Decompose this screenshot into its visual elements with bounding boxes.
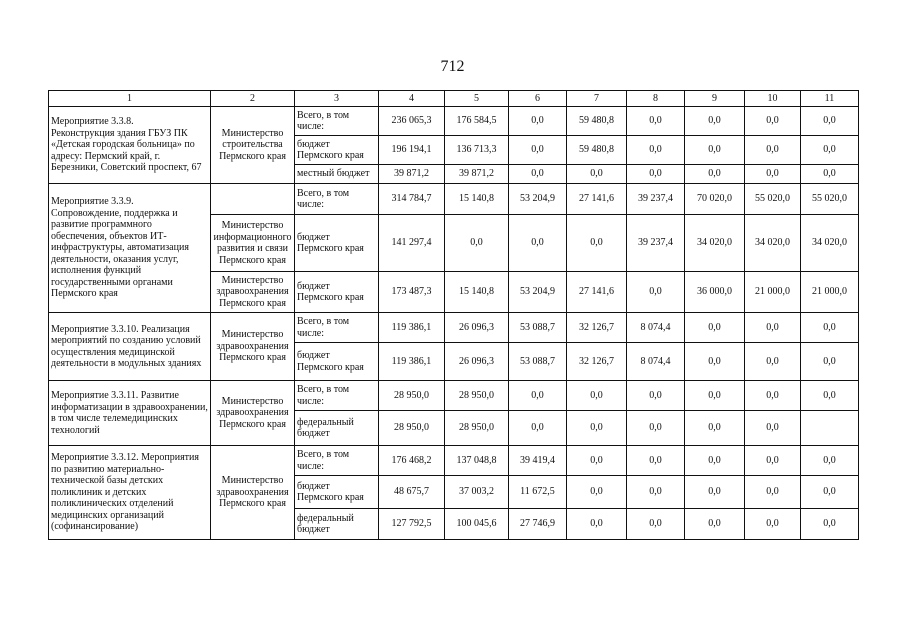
- column-header: 5: [445, 91, 509, 107]
- amount-cell: 28 950,0: [445, 381, 509, 411]
- amount-cell: 100 045,6: [445, 509, 509, 540]
- table-row: [49, 446, 859, 476]
- amount-cell: 0,0: [509, 107, 567, 136]
- amount-cell: 39 419,4: [509, 446, 567, 476]
- amount-cell: 136 713,3: [445, 136, 509, 165]
- amount-cell: 28 950,0: [379, 411, 445, 446]
- amount-cell: 0,0: [685, 107, 745, 136]
- amount-cell: 236 065,3: [379, 107, 445, 136]
- amount-cell: 0,0: [509, 136, 567, 165]
- measure-title-cell: Мероприятие 3.3.12. Мероприятия по развитию материально-технической базы детских поликлиник и детских поликлинических отделений медицинских организаций (софинансирование): [49, 446, 211, 540]
- column-header: 4: [379, 91, 445, 107]
- funding-source-cell: Всего, в том числе:: [295, 313, 379, 343]
- amount-cell: [801, 411, 859, 446]
- amount-cell: 27 141,6: [567, 272, 627, 313]
- column-header: 9: [685, 91, 745, 107]
- amount-cell: 0,0: [745, 446, 801, 476]
- amount-cell: 0,0: [801, 107, 859, 136]
- amount-cell: 0,0: [509, 381, 567, 411]
- amount-cell: 0,0: [567, 509, 627, 540]
- amount-cell: 0,0: [685, 509, 745, 540]
- amount-cell: 0,0: [745, 313, 801, 343]
- amount-cell: 0,0: [801, 136, 859, 165]
- amount-cell: 59 480,8: [567, 107, 627, 136]
- amount-cell: 141 297,4: [379, 215, 445, 272]
- header-row: [49, 91, 859, 107]
- amount-cell: 32 126,7: [567, 313, 627, 343]
- funding-source-cell: Всего, в том числе:: [295, 107, 379, 136]
- amount-cell: 39 871,2: [379, 165, 445, 184]
- executor-cell: [211, 184, 295, 215]
- amount-cell: 27 746,9: [509, 509, 567, 540]
- amount-cell: 0,0: [745, 343, 801, 381]
- funding-source-cell: бюджет Пермского края: [295, 136, 379, 165]
- amount-cell: 36 000,0: [685, 272, 745, 313]
- amount-cell: 37 003,2: [445, 476, 509, 509]
- amount-cell: 0,0: [801, 165, 859, 184]
- column-header: 11: [801, 91, 859, 107]
- funding-source-cell: бюджет Пермского края: [295, 215, 379, 272]
- column-header: 7: [567, 91, 627, 107]
- funding-source-cell: федеральный бюджет: [295, 509, 379, 540]
- amount-cell: 0,0: [627, 272, 685, 313]
- amount-cell: 53 088,7: [509, 343, 567, 381]
- amount-cell: 26 096,3: [445, 343, 509, 381]
- amount-cell: 176 468,2: [379, 446, 445, 476]
- funding-source-cell: Всего, в том числе:: [295, 184, 379, 215]
- amount-cell: 137 048,8: [445, 446, 509, 476]
- amount-cell: 59 480,8: [567, 136, 627, 165]
- amount-cell: 0,0: [627, 476, 685, 509]
- amount-cell: 0,0: [685, 446, 745, 476]
- budget-table: [48, 90, 859, 540]
- column-header: 6: [509, 91, 567, 107]
- executor-cell: Министерство здравоохранения Пермского края: [211, 381, 295, 446]
- amount-cell: 0,0: [627, 411, 685, 446]
- amount-cell: 28 950,0: [445, 411, 509, 446]
- amount-cell: 0,0: [627, 136, 685, 165]
- amount-cell: 0,0: [685, 313, 745, 343]
- funding-source-cell: местный бюджет: [295, 165, 379, 184]
- table-row: [49, 107, 859, 136]
- amount-cell: 0,0: [745, 411, 801, 446]
- amount-cell: 55 020,0: [745, 184, 801, 215]
- amount-cell: 196 194,1: [379, 136, 445, 165]
- funding-source-cell: бюджет Пермского края: [295, 476, 379, 509]
- column-header: 10: [745, 91, 801, 107]
- amount-cell: 0,0: [627, 509, 685, 540]
- table-row: [49, 313, 859, 343]
- amount-cell: 34 020,0: [685, 215, 745, 272]
- amount-cell: 0,0: [801, 509, 859, 540]
- amount-cell: 0,0: [745, 509, 801, 540]
- amount-cell: 127 792,5: [379, 509, 445, 540]
- amount-cell: 0,0: [801, 476, 859, 509]
- amount-cell: 0,0: [685, 476, 745, 509]
- column-header: 2: [211, 91, 295, 107]
- amount-cell: 0,0: [567, 411, 627, 446]
- amount-cell: 0,0: [801, 381, 859, 411]
- amount-cell: 0,0: [745, 136, 801, 165]
- amount-cell: 39 237,4: [627, 184, 685, 215]
- amount-cell: 0,0: [745, 381, 801, 411]
- amount-cell: 32 126,7: [567, 343, 627, 381]
- measure-title-cell: Мероприятие 3.3.8. Реконструкция здания ГБУЗ ПК «Детская городская больница» по адресу: Пермский край, г. Березники, Советский проспект, 67: [49, 107, 211, 184]
- executor-cell: Министерство строительства Пермского края: [211, 107, 295, 184]
- amount-cell: 0,0: [627, 165, 685, 184]
- amount-cell: 0,0: [509, 411, 567, 446]
- column-header: 8: [627, 91, 685, 107]
- amount-cell: 0,0: [567, 165, 627, 184]
- funding-source-cell: бюджет Пермского края: [295, 343, 379, 381]
- amount-cell: 34 020,0: [801, 215, 859, 272]
- amount-cell: 21 000,0: [801, 272, 859, 313]
- amount-cell: 0,0: [801, 446, 859, 476]
- measure-title-cell: Мероприятие 3.3.10. Реализация мероприятий по созданию условий осуществления медицинской деятельности в модульных зданиях: [49, 313, 211, 381]
- amount-cell: 0,0: [745, 476, 801, 509]
- amount-cell: 176 584,5: [445, 107, 509, 136]
- amount-cell: 53 204,9: [509, 184, 567, 215]
- table-row: [49, 381, 859, 411]
- column-header: 1: [49, 91, 211, 107]
- amount-cell: 119 386,1: [379, 313, 445, 343]
- amount-cell: 0,0: [509, 215, 567, 272]
- measure-title-cell: Мероприятие 3.3.9. Сопровождение, поддержка и развитие программного обеспечения, объектов ИТ-инфраструктуры, автоматизация деятельности, оказания услуг, исполнения функций государственными органами Пермского края: [49, 184, 211, 313]
- executor-cell: Министерство информационного развития и связи Пермского края: [211, 215, 295, 272]
- table-row: [49, 184, 859, 215]
- amount-cell: 173 487,3: [379, 272, 445, 313]
- amount-cell: 53 088,7: [509, 313, 567, 343]
- amount-cell: 0,0: [509, 165, 567, 184]
- amount-cell: 0,0: [685, 136, 745, 165]
- funding-source-cell: Всего, в том числе:: [295, 446, 379, 476]
- column-header: 3: [295, 91, 379, 107]
- amount-cell: 0,0: [627, 381, 685, 411]
- amount-cell: 119 386,1: [379, 343, 445, 381]
- amount-cell: 314 784,7: [379, 184, 445, 215]
- page-number: 712: [440, 58, 465, 75]
- amount-cell: 0,0: [627, 107, 685, 136]
- amount-cell: 0,0: [567, 446, 627, 476]
- amount-cell: 53 204,9: [509, 272, 567, 313]
- executor-cell: Министерство здравоохранения Пермского края: [211, 272, 295, 313]
- amount-cell: 0,0: [745, 165, 801, 184]
- amount-cell: 11 672,5: [509, 476, 567, 509]
- amount-cell: 0,0: [685, 411, 745, 446]
- amount-cell: 27 141,6: [567, 184, 627, 215]
- funding-source-cell: бюджет Пермского края: [295, 272, 379, 313]
- amount-cell: 0,0: [567, 381, 627, 411]
- amount-cell: 21 000,0: [745, 272, 801, 313]
- amount-cell: 0,0: [801, 313, 859, 343]
- amount-cell: 8 074,4: [627, 343, 685, 381]
- funding-source-cell: Всего, в том числе:: [295, 381, 379, 411]
- amount-cell: 55 020,0: [801, 184, 859, 215]
- amount-cell: 26 096,3: [445, 313, 509, 343]
- amount-cell: 28 950,0: [379, 381, 445, 411]
- amount-cell: 15 140,8: [445, 272, 509, 313]
- amount-cell: 0,0: [445, 215, 509, 272]
- funding-source-cell: федеральный бюджет: [295, 411, 379, 446]
- amount-cell: 0,0: [685, 381, 745, 411]
- amount-cell: 39 237,4: [627, 215, 685, 272]
- amount-cell: 48 675,7: [379, 476, 445, 509]
- amount-cell: 0,0: [685, 165, 745, 184]
- amount-cell: 39 871,2: [445, 165, 509, 184]
- amount-cell: 34 020,0: [745, 215, 801, 272]
- amount-cell: 15 140,8: [445, 184, 509, 215]
- measure-title-cell: Мероприятие 3.3.11. Развитие информатизации в здравоохранении, в том числе телемедицинских технологий: [49, 381, 211, 446]
- amount-cell: 70 020,0: [685, 184, 745, 215]
- amount-cell: 0,0: [801, 343, 859, 381]
- amount-cell: 8 074,4: [627, 313, 685, 343]
- executor-cell: Министерство здравоохранения Пермского края: [211, 313, 295, 381]
- amount-cell: 0,0: [685, 343, 745, 381]
- amount-cell: 0,0: [745, 107, 801, 136]
- executor-cell: Министерство здравоохранения Пермского края: [211, 446, 295, 540]
- amount-cell: 0,0: [567, 476, 627, 509]
- amount-cell: 0,0: [567, 215, 627, 272]
- amount-cell: 0,0: [627, 446, 685, 476]
